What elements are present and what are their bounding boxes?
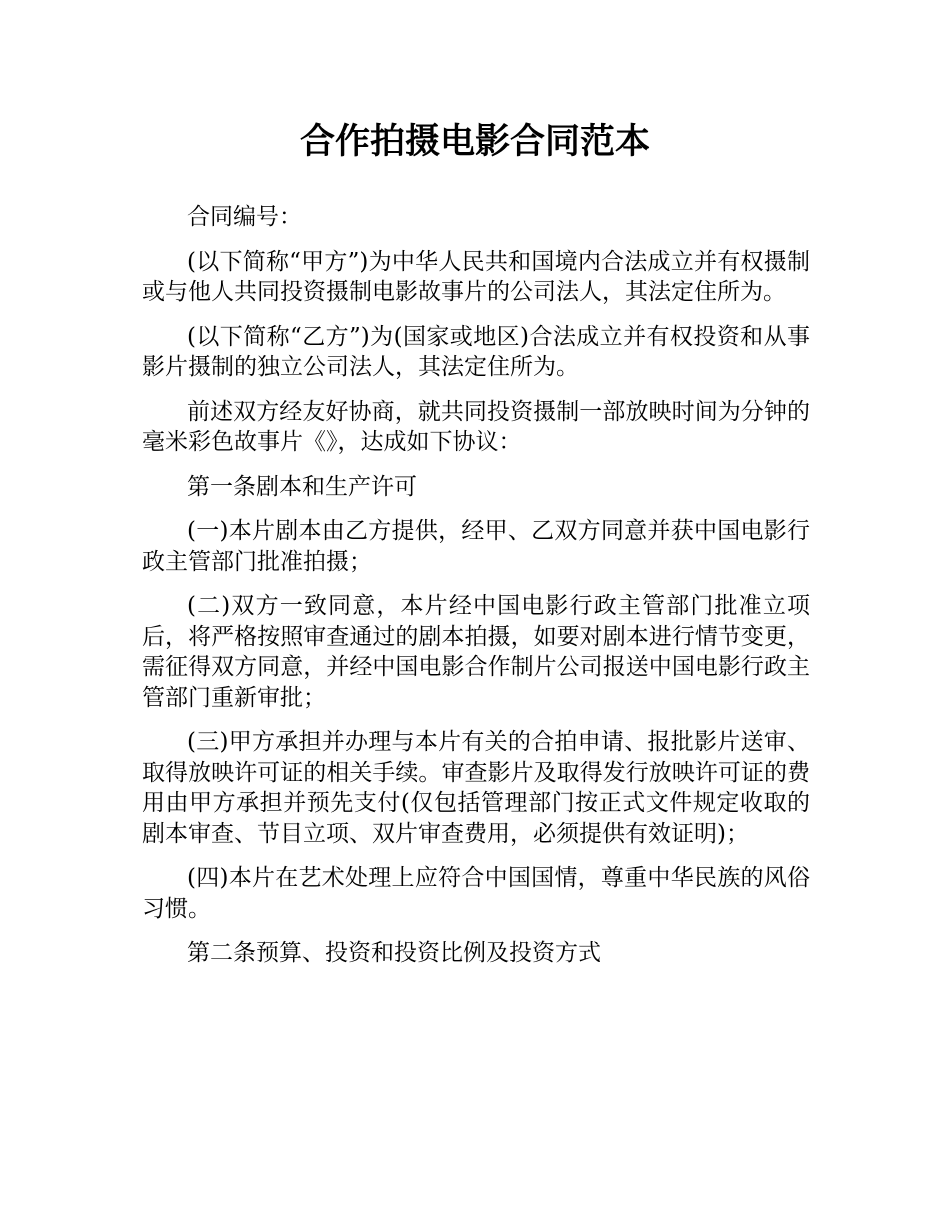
article-1-clause-1: (一)本片剧本由乙方提供，经甲、乙双方同意并获中国电影行政主管部门批准拍摄；	[142, 518, 810, 575]
document-title: 合作拍摄电影合同范本	[299, 122, 650, 162]
article-1-clause-4: (四)本片在艺术处理上应符合中国国情，尊重中华民族的风俗习惯。	[142, 865, 810, 922]
article-2-heading: 第二条预算、投资和投资比例及投资方式	[187, 940, 601, 966]
paragraph-party-a: (以下简称“甲方”)为中华人民共和国境内合法成立并有权摄制或与他人共同投资摄制电影故事片的公司法人，其法定住所为。	[142, 248, 810, 305]
paragraph-party-b: (以下简称“乙方”)为(国家或地区)合法成立并有权投资和从事影片摄制的独立公司法人，其法定住所为。	[142, 323, 810, 380]
paragraph-preamble: 前述双方经友好协商，就共同投资摄制一部放映时间为分钟的毫米彩色故事片《》，达成如下协议：	[142, 398, 810, 455]
document-body	[142, 202, 810, 983]
article-1-clause-2: (二)双方一致同意，本片经中国电影行政主管部门批准立项后，将严格按照审查通过的剧本拍摄，如要对剧本进行情节变更，需征得双方同意，并经中国电影合作制片公司报送中国电影行政主管部门重新审批；	[142, 593, 810, 711]
article-1-clause-3: (三)甲方承担并办理与本片有关的合拍申请、报批影片送审、取得放映许可证的相关手续。审查影片及取得发行放映许可证的费用由甲方承担并预先支付(仅包括管理部门按正式文件规定收取的剧本审查、节目立项、双片审查费用，必须提供有效证明)；	[142, 729, 810, 847]
article-1-heading: 第一条剧本和生产许可	[187, 473, 417, 500]
paragraph-contract-number: 合同编号：	[187, 204, 302, 230]
